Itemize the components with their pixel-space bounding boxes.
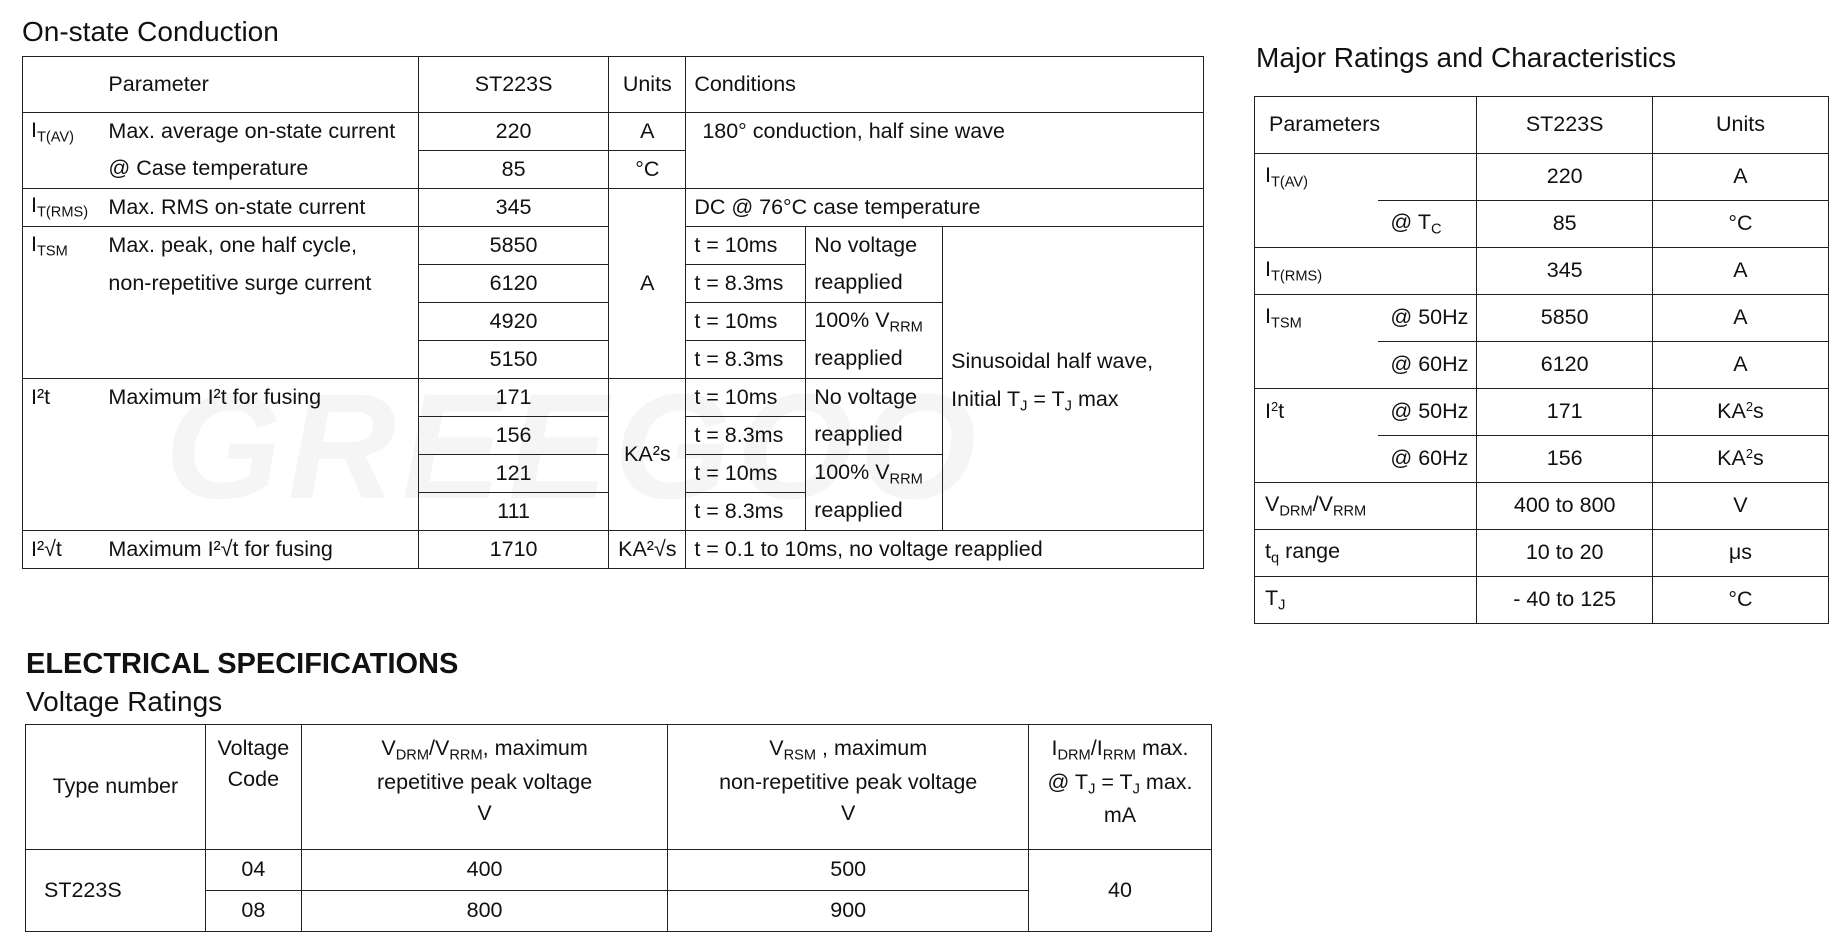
table-row [1255,154,1829,201]
unit-cell: μs [1652,530,1828,577]
major-header-row [1255,97,1829,154]
value-cell: 5850 [418,227,608,265]
table-row [1255,295,1829,342]
vrsm-cell: 900 [668,891,1029,932]
time-cell: t = 10ms [686,455,806,493]
header-idrm: $I_{DRM}/I_{RRM}$ max. @ $T_J = T_J$ max. mA [1029,725,1212,850]
vdrm-cell: 800 [301,891,668,932]
header-voltage-code: Voltage Code [205,725,301,850]
value-cell: 6120 [1477,342,1653,389]
reapply-cell: No voltage [806,379,943,417]
header-units: Units [1652,97,1828,154]
symbol-itrms: $I_{T(RMS)}$ [23,189,109,227]
value-cell: 156 [418,417,608,455]
idrm-cell: 40 [1029,850,1212,932]
table-row [1255,530,1829,577]
param-desc: Maximum I²t for fusing [108,379,418,417]
param-cell: $I_{T(AV)}$ [1255,154,1477,201]
value-cell: 5850 [1477,295,1653,342]
sine-line-1: Sinusoidal half wave, [951,349,1154,374]
reapply-cell: 100% $V_{RRM}$ [806,303,943,341]
unit-cell: °C [1652,577,1828,624]
table-row [1255,342,1829,389]
value-cell: 171 [1477,389,1653,436]
header-device: ST223S [418,57,608,113]
time-cell: t = 8.3ms [686,493,806,531]
symbol-itav: $I_{T(AV)}$ [23,113,109,151]
reapply-cell: reapplied [806,493,943,531]
table-row [1255,483,1829,530]
unit-cell: A [1652,342,1828,389]
value-cell: 10 to 20 [1477,530,1653,577]
value-cell: 111 [418,493,608,531]
param-cell: $T_J$ [1255,577,1477,624]
table-row [23,531,1204,569]
param-cell: $t_q$ range [1255,530,1477,577]
time-cell: t = 10ms [686,227,806,265]
unit-cell: KA²√s [609,531,686,569]
param-cell: $V_{DRM}/V_{RRM}$ [1255,483,1477,530]
unit-cell: °C [609,151,686,189]
value-cell: 1710 [418,531,608,569]
voltage-ratings-title: Voltage Ratings [26,686,223,717]
param-desc: @ Case temperature [108,151,418,189]
value-cell: 220 [1477,154,1653,201]
table-row [1255,389,1829,436]
cond-cell: @ 60Hz [1378,342,1477,389]
value-cell: - 40 to 125 [1477,577,1653,624]
major-title: Major Ratings and Characteristics [1256,42,1677,73]
unit-cell: A [1652,154,1828,201]
onstate-title: On-state Conduction [22,16,279,47]
time-cell: t = 10ms [686,303,806,341]
value-cell: 4920 [418,303,608,341]
header-conditions: Conditions [686,57,1204,113]
value-cell: 220 [418,113,608,151]
unit-cell: $KA^2s$ [1652,436,1828,483]
param-desc: Max. RMS on-state current [108,189,418,227]
table-row [1255,248,1829,295]
unit-cell: A [1652,295,1828,342]
param-cell: $I_{TSM}$ [1255,295,1379,342]
symbol-itsm: $I_{TSM}$ [23,227,109,265]
unit-cell: A [1652,248,1828,295]
value-cell: 171 [418,379,608,417]
major-table [1254,96,1829,624]
table-row [1255,201,1829,248]
param-desc: non-repetitive surge current [108,265,418,303]
condition-cell: t = 0.1 to 10ms, no voltage reapplied [686,531,1204,569]
condition-cell: 180° conduction, half sine wave [686,113,1204,151]
value-cell: 345 [1477,248,1653,295]
sine-line-2: Initial $T_J = T_J$ max [951,387,1119,415]
header-units: Units [609,57,686,113]
table-row [1255,577,1829,624]
reapply-cell: reapplied [806,417,943,455]
header-device: ST223S [1477,97,1653,154]
vdrm-cell: 400 [301,850,668,891]
value-cell: 121 [418,455,608,493]
reapply-cell: reapplied [806,265,943,303]
value-cell: 156 [1477,436,1653,483]
table-row [26,850,1212,891]
reapply-cell: reapplied [806,341,943,379]
time-cell: t = 8.3ms [686,417,806,455]
unit-cell: A [609,189,686,379]
unit-cell: V [1652,483,1828,530]
table-row [23,151,1204,189]
param-desc: Maximum I²√t for fusing [108,531,418,569]
value-cell: 345 [418,189,608,227]
onstate-table [22,56,1204,569]
type-number-cell: ST223S [26,850,206,932]
header-type-number: Type number [26,725,206,850]
unit-cell: °C [1652,201,1828,248]
symbol-i2rt: I²√t [23,531,109,569]
cond-cell: @ 50Hz [1378,389,1477,436]
onstate-header-row [23,57,1204,113]
time-cell: t = 8.3ms [686,341,806,379]
cond-cell: @ 50Hz [1378,295,1477,342]
cond-cell: @ $T_C$ [1378,201,1477,248]
sine-cell [943,227,1204,531]
header-parameters: Parameters [1255,97,1477,154]
value-cell: 85 [418,151,608,189]
header-vrsm: $V_{RSM}$ , maximum non-repetitive peak voltage V [668,725,1029,850]
unit-cell: A [609,113,686,151]
header-vdrm: $V_{DRM}/V_{RRM}$, maximum repetitive peak voltage V [301,725,668,850]
code-cell: 08 [205,891,301,932]
param-desc: Max. average on-state current [108,113,418,151]
param-cell: $I_{T(RMS)}$ [1255,248,1477,295]
table-row [1255,436,1829,483]
param-desc: Max. peak, one half cycle, [108,227,418,265]
time-cell: t = 10ms [686,379,806,417]
table-row [23,189,1204,227]
unit-cell: KA²s [609,379,686,531]
table-row [23,113,1204,151]
voltage-header-row [26,725,1212,850]
value-cell: 6120 [418,265,608,303]
param-cell: $I^2t$ [1255,389,1379,436]
unit-cell: $KA^2s$ [1652,389,1828,436]
voltage-table [25,724,1212,932]
condition-cell: DC @ 76°C case temperature [686,189,1204,227]
value-cell: 5150 [418,341,608,379]
value-cell: 400 to 800 [1477,483,1653,530]
electrical-title: ELECTRICAL SPECIFICATIONS [26,648,459,680]
code-cell: 04 [205,850,301,891]
reapply-cell: No voltage [806,227,943,265]
reapply-cell: 100% $V_{RRM}$ [806,455,943,493]
cond-cell: @ 60Hz [1378,436,1477,483]
header-parameter: Parameter [108,57,418,113]
symbol-i2t: I²t [23,379,109,417]
value-cell: 85 [1477,201,1653,248]
vrsm-cell: 500 [668,850,1029,891]
time-cell: t = 8.3ms [686,265,806,303]
